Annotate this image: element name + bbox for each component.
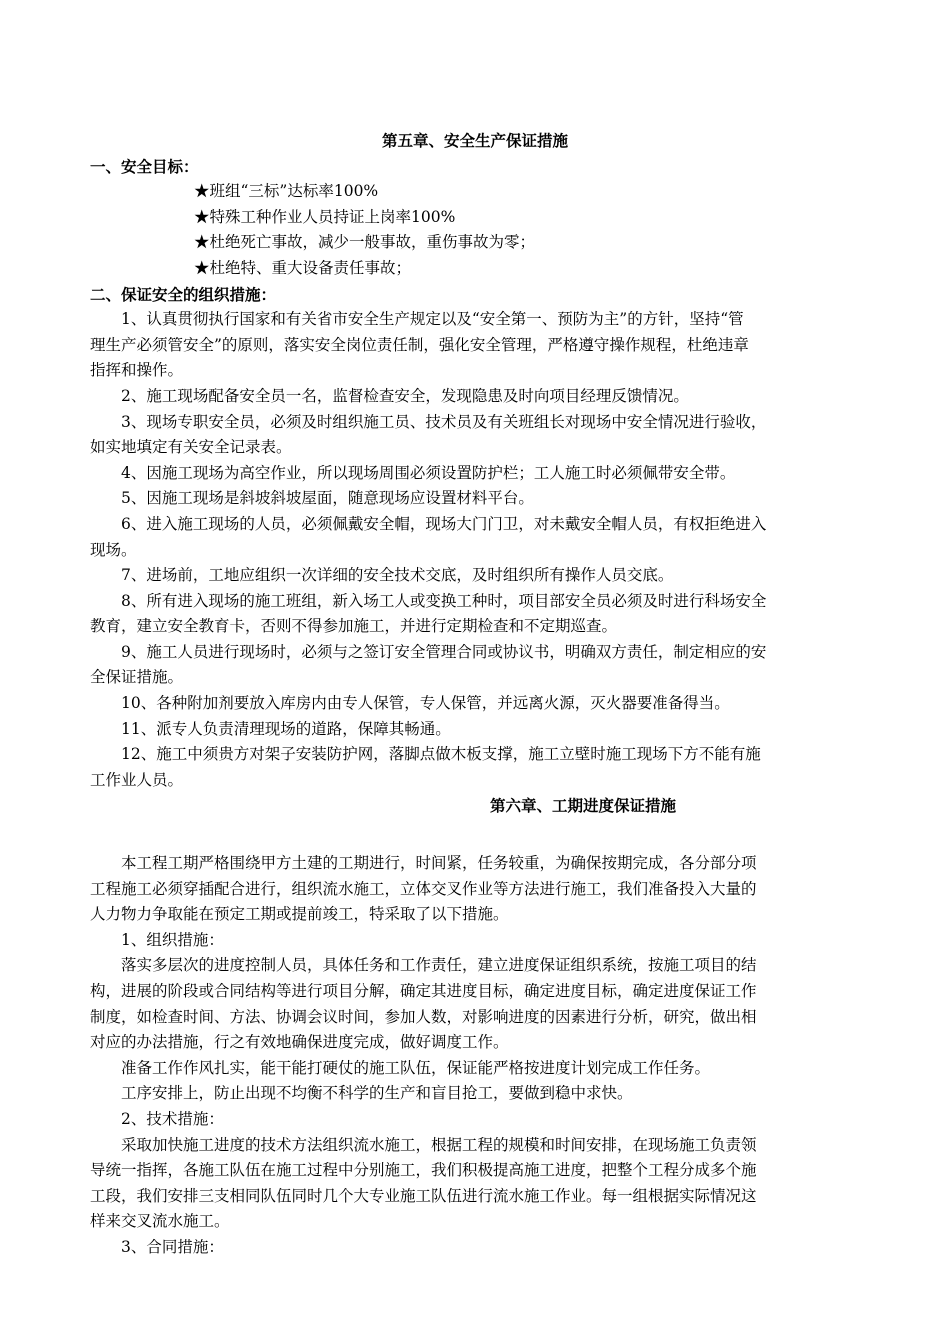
paragraph-line: 本工程工期严格围绕甲方土建的工期进行，时间紧，任务较重，为确保按期完成，各分部分项 [121,854,757,873]
goal-item: ★班组“三标”达标率100% [194,182,379,201]
paragraph-line: 10、各种附加剂要放入库房内由专人保管，专人保管，并远离火源，灭火器要准备得当。 [121,694,730,713]
paragraph-line: 2、施工现场配备安全员一名，监督检查安全，发现隐患及时向项目经理反馈情况。 [121,386,689,405]
paragraph-line: 人力物力争取能在预定工期或提前竣工，特采取了以下措施。 [90,905,509,924]
paragraph-line: 5、因施工现场是斜坡斜坡屋面，随意现场应设置材料平台。 [121,489,534,508]
paragraph-line: 12、施工中须贵方对架子安装防护网，落脚点做木板支撑，施工立壁时施工现场下方不能有施 [121,745,761,764]
paragraph-line: 3、现场专职安全员，必须及时组织施工员、技术员及有关班组长对现场中安全情况进行验收， [121,412,767,431]
paragraph-line: 工作业人员。 [90,770,184,789]
paragraph-line: 如实地填定有关安全记录表。 [90,438,292,457]
paragraph-line: 教育，建立安全教育卡，否则不得参加施工，并进行定期检查和不定期巡查。 [90,617,618,636]
goal-item: ★杜绝特、重大设备责任事故； [194,258,412,277]
document-content [90,128,860,1261]
chapter5-title: 第五章、安全生产保证措施 [381,131,568,150]
paragraph-line: 6、进入施工现场的人员，必须佩戴安全帽，现场大门门卫，对未戴安全帽人员，有权拒绝进入 [121,514,767,533]
paragraph-line: 全保证措施。 [90,668,184,687]
paragraph-line: 工程施工必须穿插配合进行，组织流水施工，立体交叉作业等方法进行施工，我们准备投入大量的 [90,879,757,898]
paragraph-line: 构，进展的阶段或合同结构等进行项目分解，确定其进度目标，确定进度目标，确定进度保证工作 [90,982,757,1000]
section2-heading: 二、保证安全的组织措施： [90,284,277,304]
paragraph-line: 4、因施工现场为高空作业，所以现场周围必须设置防护栏；工人施工时必须佩带安全带。 [121,463,736,482]
paragraph-line: 理生产必须管安全”的原则，落实安全岗位责任制，强化安全管理，严格遵守操作规程，杜绝违章 [90,335,749,354]
paragraph-line: 9、施工人员进行现场时，必须与之签订安全管理合同或协议书，明确双方责任，制定相应的安 [121,642,767,661]
goal-item: ★杜绝死亡事故，减少一般事故，重伤事故为零； [194,233,536,252]
paragraph-line: 制度，如检查时间、方法、协调会议时间，参加人数，对影响进度的因素进行分析，研究，做出相 [90,1007,757,1026]
paragraph-line: 样来交叉流水施工。 [90,1212,230,1231]
paragraph-line: 导统一指挥，各施工队伍在施工过程中分别施工，我们积极提高施工进度，把整个工程分成多个施 [90,1161,757,1180]
chapter6-title: 第六章、工期进度保证措施 [489,796,676,816]
paragraph-line: 采取加快施工进度的技术方法组织流水施工，根据工程的规模和时间安排，在现场施工负责领 [121,1135,757,1154]
section1-heading: 一、安全目标： [90,156,199,176]
spacer [90,819,860,851]
paragraph-line: 指挥和操作。 [90,361,184,380]
paragraph-line: 对应的办法措施，行之有效地确保进度完成，做好调度工作。 [90,1033,509,1052]
paragraph-line: 工段，我们安排三支相同队伍同时几个大专业施工队伍进行流水施工作业。每一组根据实际情况这 [90,1186,757,1205]
subheading: 1、组织措施： [121,930,224,949]
paragraph-line: 11、派专人负责清理现场的道路，保障其畅通。 [121,719,451,738]
paragraph-line: 落实多层次的进度控制人员，具体任务和工作责任，建立进度保证组织系统，按施工项目的结 [121,956,757,975]
goal-item: ★特殊工种作业人员持证上岗率100% [194,207,456,226]
paragraph-line: 8、所有进入现场的施工班组，新入场工人或变换工种时，项目部安全员必须及时进行科场安全 [121,591,767,610]
subheading: 3、合同措施： [121,1237,224,1256]
paragraph-line: 现场。 [90,540,137,559]
paragraph-line: 1、认真贯彻执行国家和有关省市安全生产规定以及“安全第一、预防为主”的方针，坚持“管 [121,310,744,329]
subheading: 2、技术措施： [121,1109,224,1128]
paragraph-line: 工序安排上，防止出现不均衡不科学的生产和盲目抢工，要做到稳中求快。 [121,1084,633,1103]
paragraph-line: 准备工作作风扎实，能干能打硬仗的施工队伍，保证能严格按进度计划完成工作任务。 [121,1058,711,1077]
paragraph-line: 7、进场前，工地应组织一次详细的安全技术交底，及时组织所有操作人员交底。 [121,566,674,585]
